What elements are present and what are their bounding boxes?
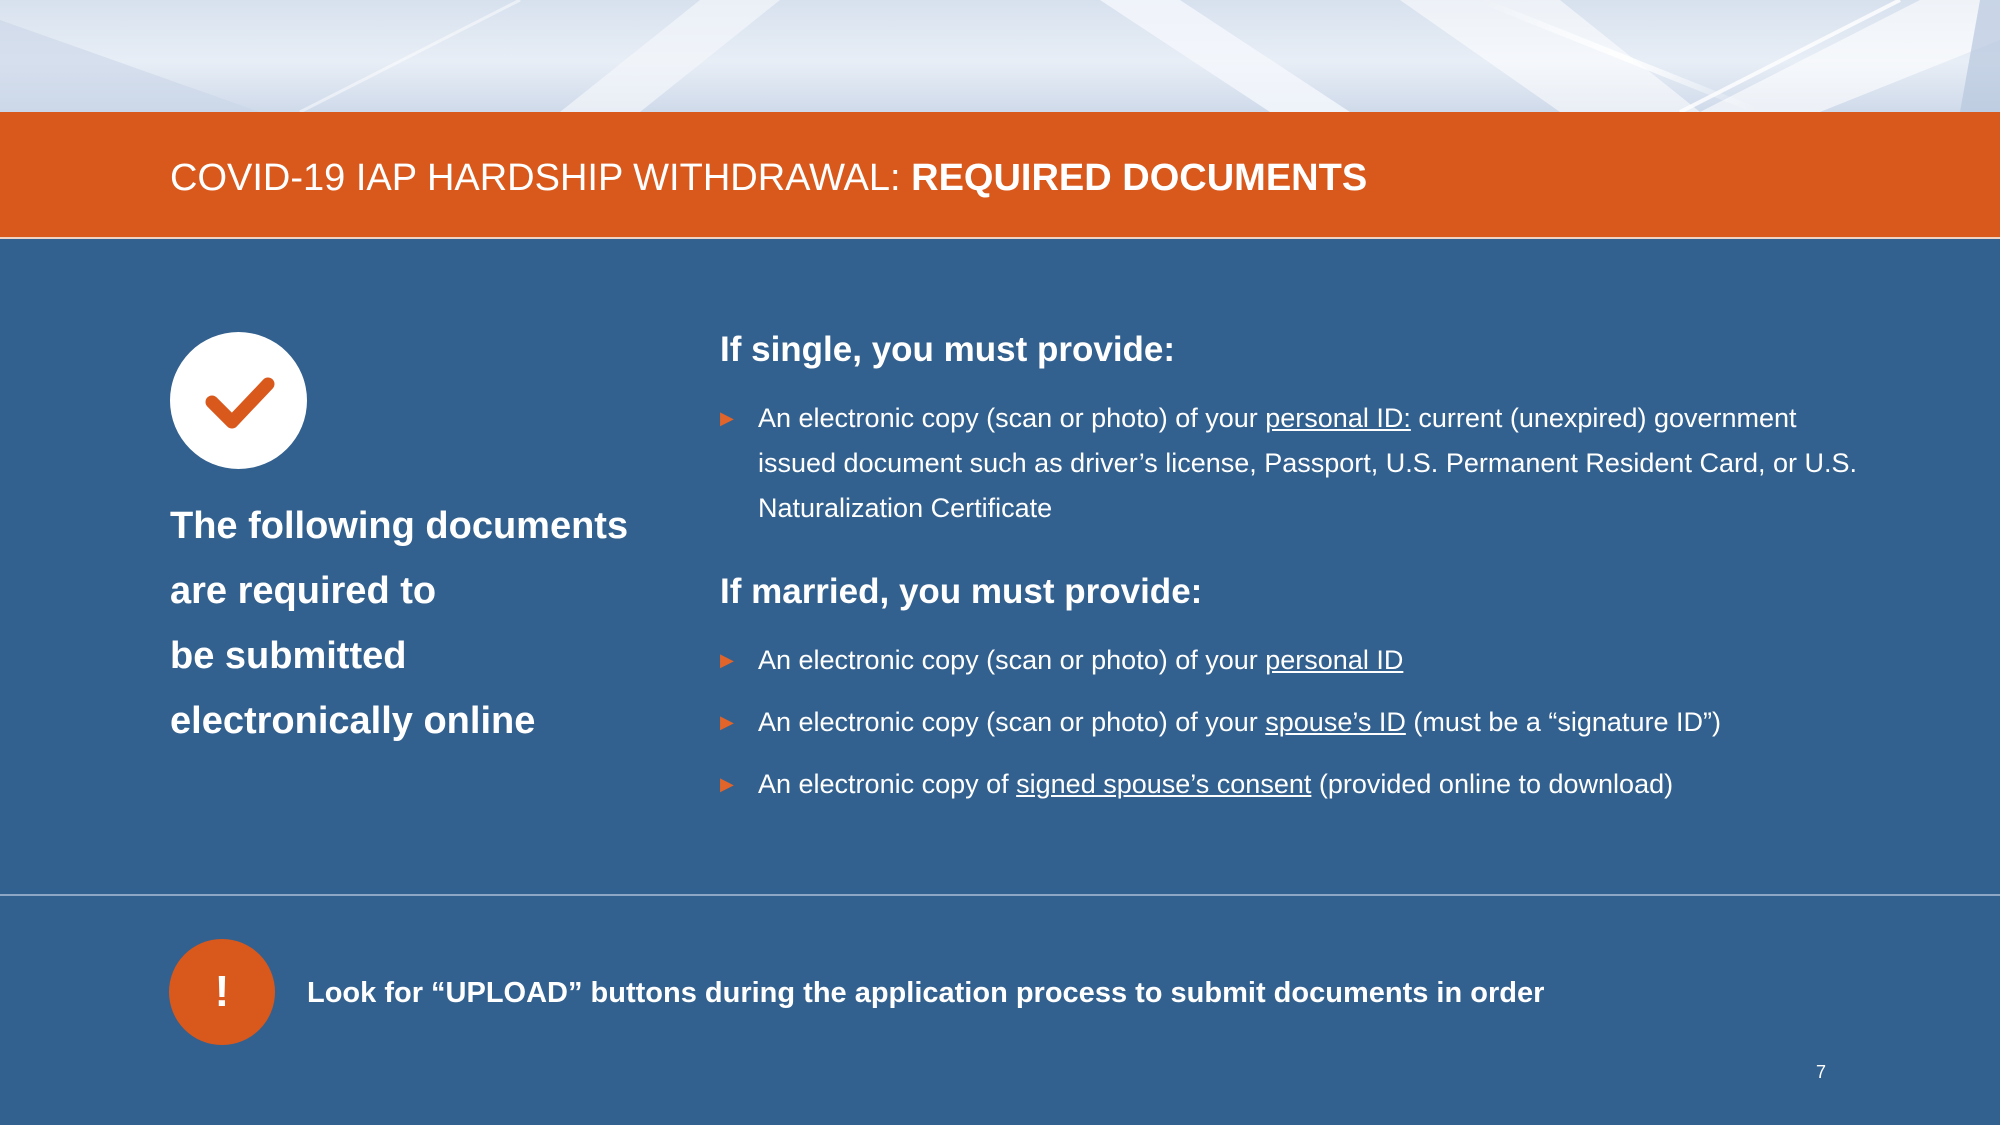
personal-id-link[interactable]: personal ID: [1265, 645, 1404, 675]
list-item: [720, 762, 1920, 807]
list-item: [720, 638, 1920, 683]
married-heading: If married, you must provide:: [720, 572, 1203, 611]
requirement-summary: [170, 494, 690, 754]
summary-line: electronically online: [170, 700, 536, 742]
section-divider: [0, 894, 2000, 896]
abstract-lines-graphic: [0, 0, 2000, 112]
list-item: [720, 396, 1860, 531]
spouse-consent-link[interactable]: signed spouse’s consent: [1016, 769, 1312, 799]
item-text: An electronic copy of: [758, 769, 1017, 799]
bullet-arrow-icon: ▶: [720, 408, 734, 428]
upload-notice: Look for “UPLOAD” buttons during the application process to submit documents in order: [307, 977, 1545, 1009]
exclamation-icon: !: [169, 939, 275, 1045]
checkmark-icon: [170, 332, 307, 469]
single-heading: If single, you must provide:: [720, 330, 1176, 369]
summary-line: be submitted: [170, 635, 407, 677]
bullet-arrow-icon: ▶: [720, 650, 734, 670]
summary-line: are required to: [170, 570, 437, 612]
slide-title: [170, 153, 1367, 203]
list-item: [720, 700, 1920, 745]
bullet-arrow-icon: ▶: [720, 774, 734, 794]
item-text: An electronic copy (scan or photo) of your: [758, 403, 1266, 433]
item-text: current (unexpired) government issued document such as driver’s license, Passport, U.S. Permanent Resident Card, or U.S. Naturalization Certificate: [758, 403, 1857, 523]
spouse-id-link[interactable]: spouse’s ID: [1265, 707, 1406, 737]
bullet-arrow-icon: ▶: [720, 712, 734, 732]
slide-title-regular: COVID-19 IAP HARDSHIP WITHDRAWAL:: [170, 157, 912, 199]
checkmark-badge: [170, 332, 307, 469]
item-text: (must be a “signature ID”): [1405, 707, 1721, 737]
item-text: An electronic copy (scan or photo) of your: [758, 645, 1266, 675]
summary-line: The following documents: [170, 505, 629, 547]
slide-title-bold: REQUIRED DOCUMENTS: [911, 157, 1368, 199]
personal-id-link[interactable]: personal ID:: [1265, 403, 1411, 433]
page-number: 7: [1816, 1062, 1827, 1082]
item-text: An electronic copy (scan or photo) of your: [758, 707, 1266, 737]
item-text: (provided online to download): [1311, 769, 1674, 799]
decorative-banner: [0, 0, 2000, 112]
